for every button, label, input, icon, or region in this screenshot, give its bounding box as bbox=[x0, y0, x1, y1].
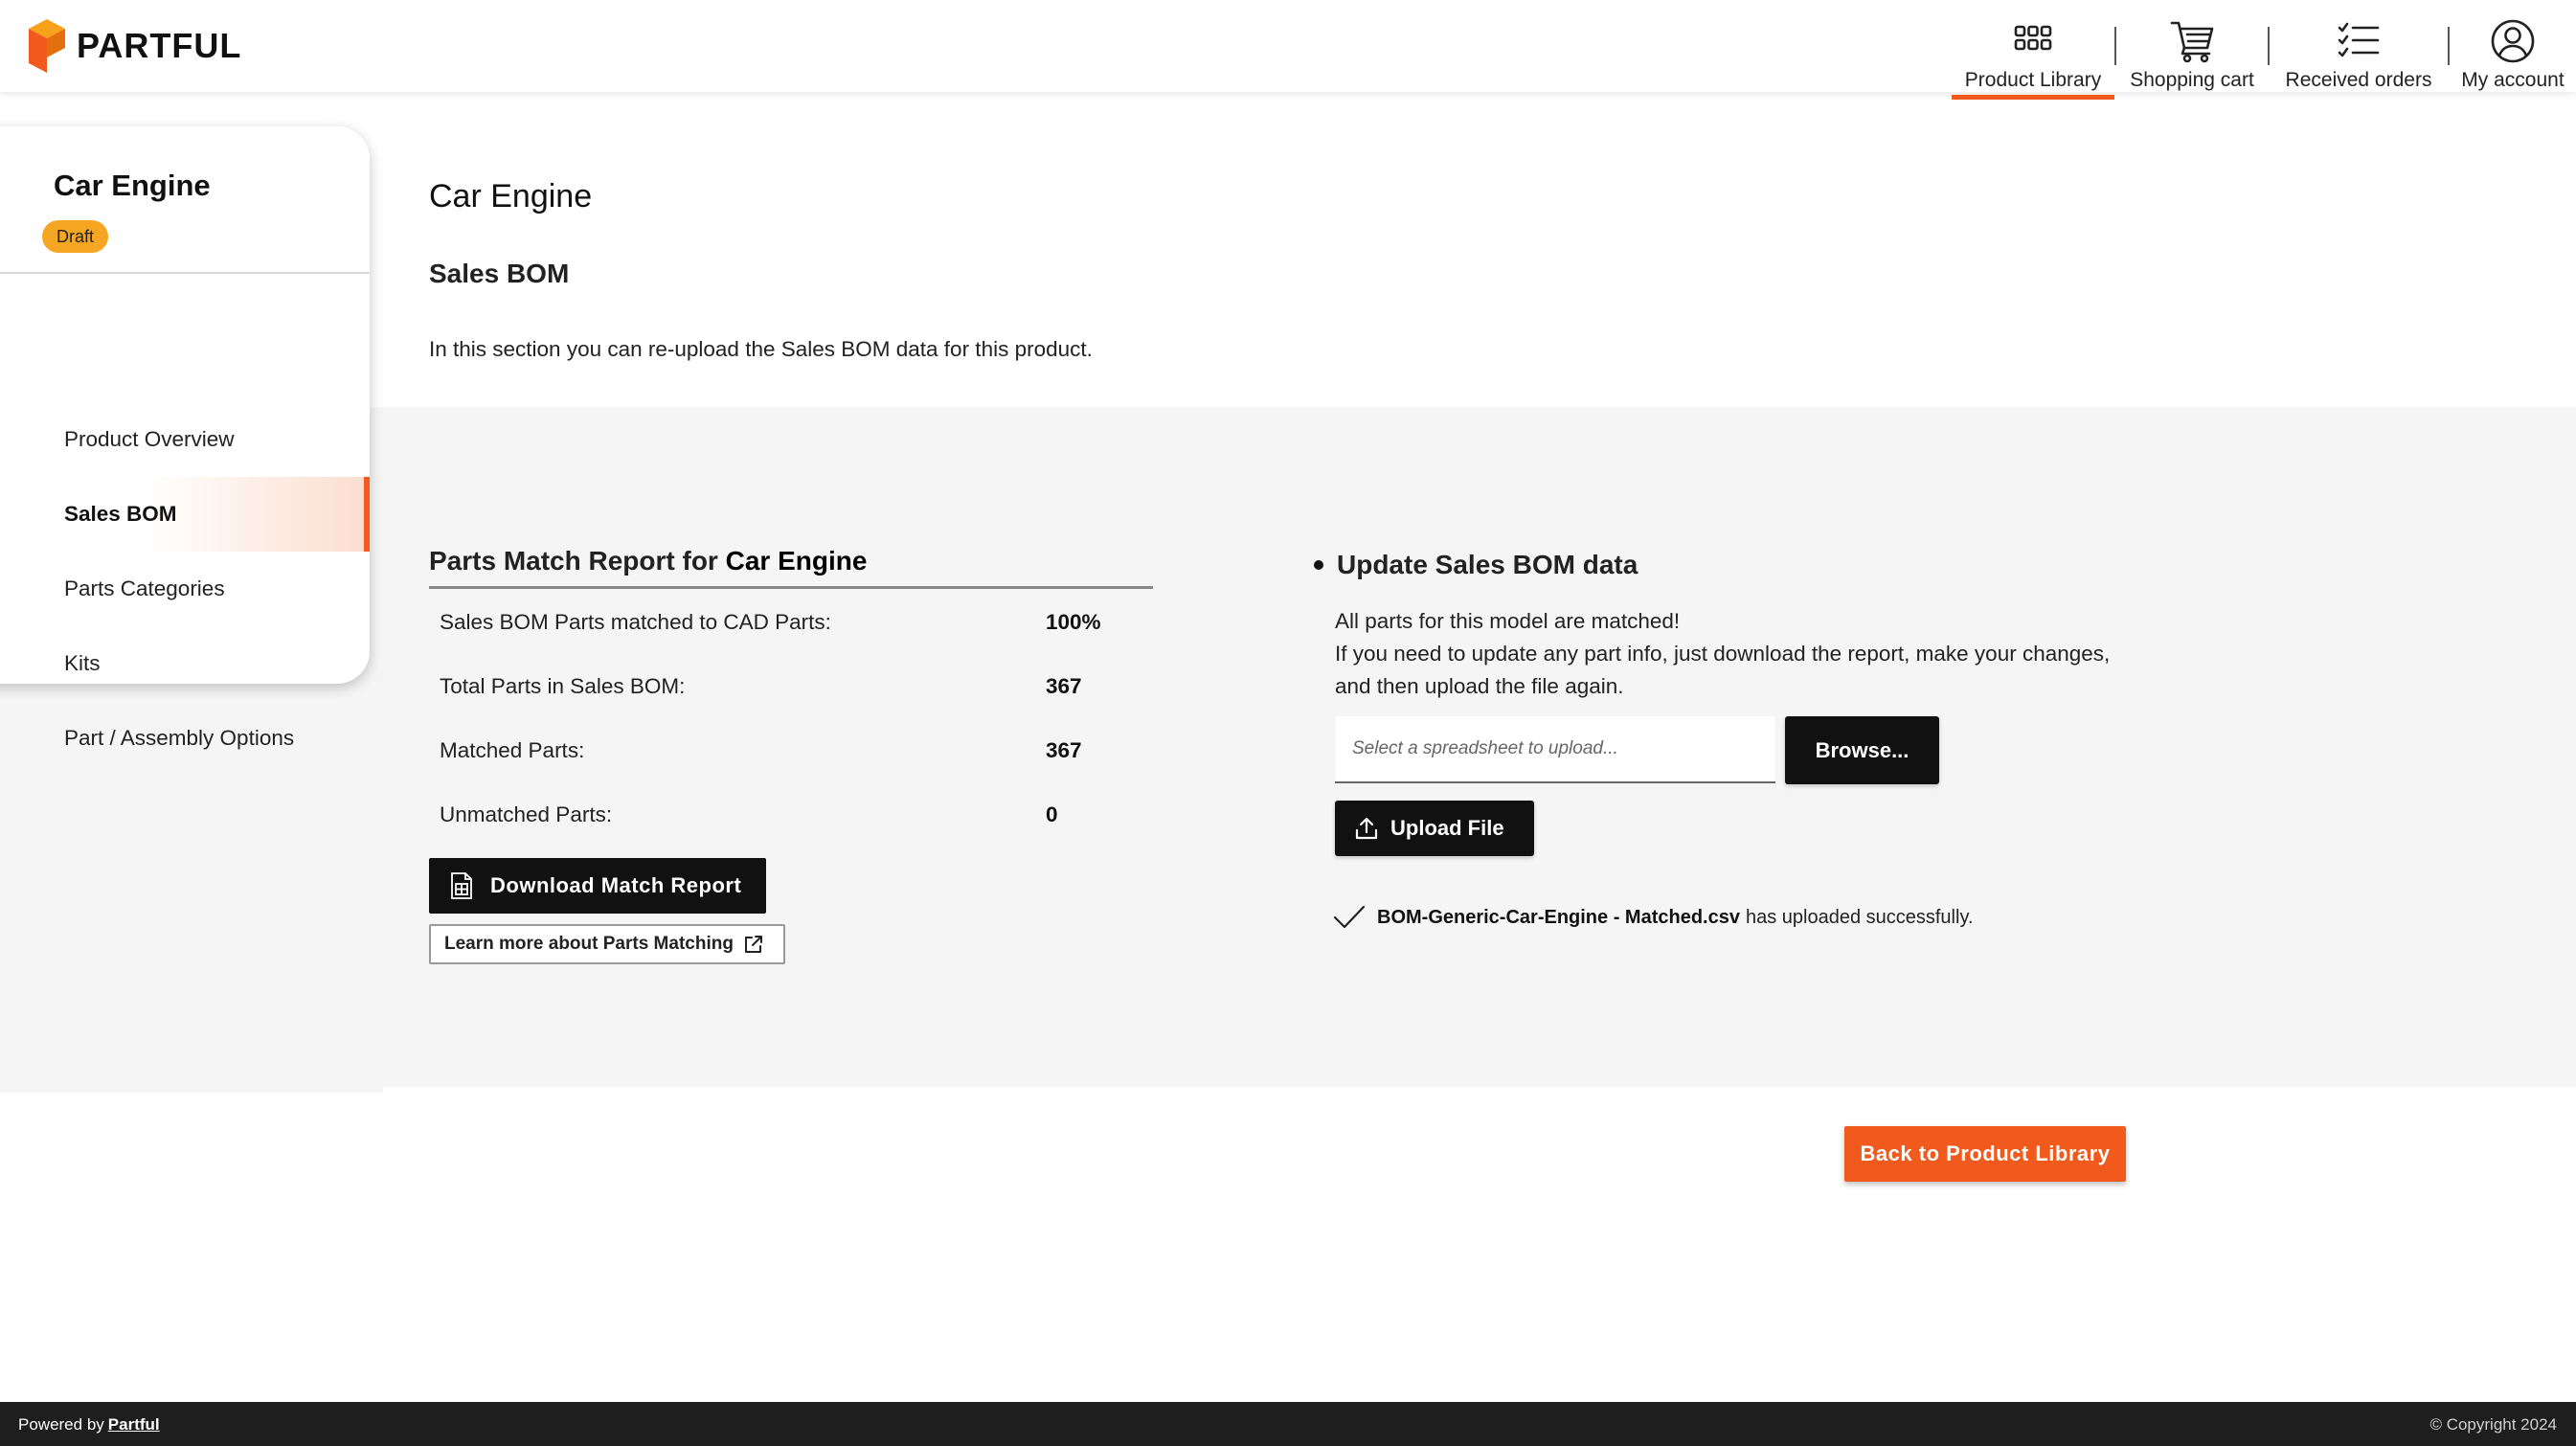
sidebar-item-label: Kits bbox=[64, 651, 101, 675]
partful-link[interactable]: Partful bbox=[107, 1415, 160, 1434]
report-row bbox=[429, 589, 1153, 653]
sidebar-item-kits[interactable] bbox=[0, 626, 370, 701]
report-row bbox=[429, 653, 1153, 717]
checklist-icon bbox=[2335, 19, 2383, 63]
parts-match-report bbox=[429, 546, 1153, 846]
nav-label: Product Library bbox=[1964, 69, 2102, 91]
user-circle-icon bbox=[2489, 19, 2537, 63]
nav-label: My account bbox=[2461, 69, 2565, 91]
report-title-prefix: Parts Match Report for bbox=[429, 546, 726, 576]
report-row-label: Unmatched Parts: bbox=[440, 802, 613, 826]
external-link-icon bbox=[743, 934, 764, 955]
nav-received-orders[interactable] bbox=[2270, 0, 2448, 96]
cart-icon bbox=[2168, 19, 2216, 63]
learn-more-label: Learn more about Parts Matching bbox=[444, 934, 734, 954]
report-row bbox=[429, 781, 1153, 846]
sidebar-item-label: Sales BOM bbox=[64, 502, 177, 526]
report-row-label: Total Parts in Sales BOM: bbox=[440, 674, 686, 698]
top-header bbox=[0, 0, 2576, 92]
panel-edge bbox=[0, 1087, 383, 1093]
main-nav bbox=[1952, 0, 2576, 96]
nav-label: Received orders bbox=[2285, 69, 2432, 91]
download-button-label: Download Match Report bbox=[490, 873, 742, 897]
upload-button-label: Upload File bbox=[1390, 816, 1504, 840]
sidebar-item-label: Product Overview bbox=[64, 427, 235, 451]
sidebar-divider bbox=[0, 272, 370, 274]
success-text: has uploaded successfully. bbox=[1745, 906, 1974, 928]
partful-logo-icon bbox=[29, 19, 65, 73]
nav-label: Shopping cart bbox=[2130, 69, 2254, 91]
footer bbox=[0, 1402, 2576, 1446]
spreadsheet-file-input[interactable] bbox=[1335, 716, 1775, 783]
nav-shopping-cart[interactable] bbox=[2116, 0, 2268, 96]
update-description bbox=[1335, 605, 2158, 703]
update-line: All parts for this model are matched! bbox=[1335, 609, 1681, 633]
update-line: and then upload the file again. bbox=[1335, 674, 1624, 698]
learn-more-parts-matching-link[interactable] bbox=[429, 924, 785, 964]
section-intro: In this section you can re-upload the Sales BOM data for this product. bbox=[429, 337, 1093, 361]
partful-logo[interactable] bbox=[29, 19, 241, 73]
report-row-value: 100% bbox=[1046, 610, 1101, 634]
update-title bbox=[1314, 550, 2137, 580]
upload-file-button[interactable] bbox=[1335, 801, 1534, 856]
sidebar-product-title: Car Engine bbox=[54, 169, 211, 202]
sidebar-item-label: Part / Assembly Options bbox=[64, 726, 295, 750]
uploaded-filename: BOM-Generic-Car-Engine - Matched.csv bbox=[1377, 906, 1740, 928]
report-row-value: 0 bbox=[1046, 802, 1058, 826]
report-title bbox=[429, 546, 1153, 589]
upload-icon bbox=[1354, 816, 1379, 841]
sidebar-item-label: Parts Categories bbox=[64, 576, 225, 600]
sidebar-item-product-overview[interactable] bbox=[0, 402, 370, 477]
update-sales-bom bbox=[1314, 550, 2137, 698]
checkmark-icon bbox=[1333, 904, 1366, 931]
browse-button[interactable]: Browse... bbox=[1785, 716, 1939, 784]
report-title-product: Car Engine bbox=[725, 546, 868, 576]
logo-text: PARTFUL bbox=[77, 26, 242, 65]
nav-product-library[interactable] bbox=[1952, 0, 2114, 96]
report-row-label: Matched Parts: bbox=[440, 738, 585, 762]
bullet-dot bbox=[1314, 560, 1323, 570]
report-row bbox=[429, 717, 1153, 781]
grid-icon bbox=[2009, 19, 2057, 63]
download-match-report-button[interactable] bbox=[429, 858, 766, 914]
update-title-text: Update Sales BOM data bbox=[1337, 550, 1638, 579]
content-panel bbox=[0, 407, 2576, 1087]
nav-my-account[interactable] bbox=[2450, 0, 2576, 96]
page-title: Car Engine bbox=[429, 178, 593, 215]
update-line: If you need to update any part info, just download the report, make your changes, bbox=[1335, 642, 2111, 666]
report-row-value: 367 bbox=[1046, 738, 1082, 762]
back-to-product-library-button[interactable]: Back to Product Library bbox=[1844, 1126, 2126, 1182]
spreadsheet-doc-icon bbox=[450, 871, 473, 900]
upload-success-message bbox=[1333, 904, 1974, 931]
copyright: © Copyright 2024 bbox=[2429, 1415, 2557, 1434]
sidebar-item-parts-categories[interactable] bbox=[0, 552, 370, 626]
section-title: Sales BOM bbox=[429, 259, 570, 288]
product-sidebar bbox=[0, 126, 370, 750]
sidebar-item-part-assembly-options[interactable] bbox=[0, 701, 370, 776]
powered-by-text: Powered by bbox=[18, 1415, 104, 1434]
report-row-label: Sales BOM Parts matched to CAD Parts: bbox=[440, 610, 831, 634]
status-badge: Draft bbox=[42, 220, 108, 253]
powered-by bbox=[18, 1415, 160, 1435]
sidebar-item-sales-bom[interactable] bbox=[0, 477, 370, 552]
report-row-value: 367 bbox=[1046, 674, 1082, 698]
